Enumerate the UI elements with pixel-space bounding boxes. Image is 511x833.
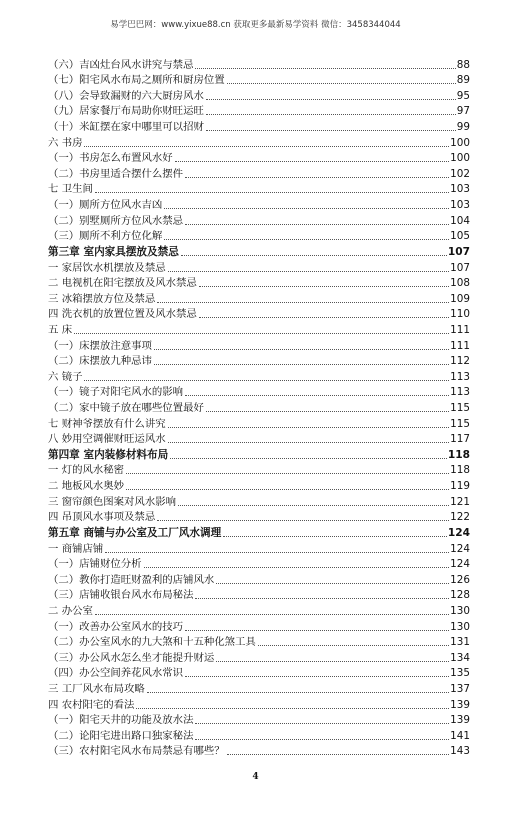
toc-entry-title: 七 卫生间 [48,183,93,196]
toc-entry-page: 104 [450,214,470,227]
toc-entry-title: 四 农村阳宅的看法 [48,698,135,711]
toc-entry [48,462,470,478]
toc-entry [48,556,470,572]
toc-entry [48,712,470,728]
dot-leader [195,723,449,724]
toc-entry [48,56,470,72]
toc-entry-title: （一）书房怎么布置风水好 [48,152,173,165]
toc-entry-title: 七 财神爷摆放有什么讲究 [48,417,166,430]
toc-entry-page: 103 [450,199,470,212]
dot-leader [168,427,450,428]
toc-entry [48,493,470,509]
dot-leader [199,286,449,287]
toc-entry-page: 119 [450,480,470,493]
toc-entry-page: 113 [450,386,470,399]
toc-entry-title: （二）床摆放九种忌讳 [48,355,152,368]
toc-entry-title: （三）厕所不利方位化解 [48,230,163,243]
toc-entry-page: 95 [456,89,470,102]
toc-entry-title: （七）阳宅风水布局之厕所和厨房位置 [48,74,225,87]
toc-entry-page: 89 [456,74,470,87]
toc-chapter-entry [48,243,470,259]
toc-entry [48,680,470,696]
dot-leader [147,692,449,693]
toc-entry-title: 五 床 [48,323,73,336]
toc-entry [48,399,470,415]
dot-leader [216,661,449,662]
page-header: 易学巴巴网：www.yixue88.cn 获取更多最新易学资料 微信：3458344044 [110,20,401,30]
toc-entry-title: 四 洗衣机的放置位置及风水禁忌 [48,308,197,321]
dot-leader [95,614,449,615]
toc-entry-page: 117 [450,433,470,446]
toc-entry [48,649,470,665]
dot-leader [175,161,449,162]
toc-entry [48,415,470,431]
toc-entry [48,353,470,369]
toc-entry-title: （一）阳宅天井的功能及放水法 [48,714,194,727]
toc-entry-page: 118 [450,464,470,477]
toc-entry [48,103,470,119]
table-of-contents [48,56,470,758]
toc-entry-page: 112 [450,355,470,368]
toc-entry [48,150,470,166]
toc-entry-page: 121 [450,495,470,508]
toc-entry-title: 三 冰箱摆放方位及禁忌 [48,292,156,305]
toc-entry-page: 115 [450,417,470,430]
toc-entry-title: （二）书房里适合摆什么摆件 [48,167,184,180]
toc-chapter-entry [48,524,470,540]
dot-leader [144,567,450,568]
toc-entry-page: 111 [450,323,470,336]
toc-entry [48,118,470,134]
toc-entry [48,384,470,400]
toc-entry-page: 124 [450,542,470,555]
toc-entry-title: 二 地板风水奥妙 [48,480,125,493]
toc-entry-page: 108 [450,277,470,290]
toc-entry [48,165,470,181]
toc-entry-page: 143 [450,745,470,758]
toc-entry [48,337,470,353]
toc-entry [48,602,470,618]
toc-entry-page: 141 [450,729,470,742]
dot-leader [95,192,449,193]
toc-entry-title: 六 镜子 [48,370,83,383]
dot-leader [168,271,450,272]
toc-entry-page: 131 [450,636,470,649]
dot-leader [74,333,449,334]
toc-entry-title: 二 电视机在阳宅摆放及风水禁忌 [48,277,197,290]
toc-entry-page: 113 [450,370,470,383]
toc-entry [48,72,470,88]
dot-leader [136,708,449,709]
toc-entry [48,228,470,244]
toc-entry [48,509,470,525]
dot-leader [185,177,449,178]
dot-leader [157,520,449,521]
toc-entry-title: 六 书房 [48,136,83,149]
toc-entry-title: 四 吊顶风水事项及禁忌 [48,511,156,524]
toc-entry-page: 109 [450,292,470,305]
toc-entry-page: 115 [450,402,470,415]
toc-entry-page: 126 [450,573,470,586]
toc-entry [48,290,470,306]
toc-entry-page: 128 [450,589,470,602]
toc-entry [48,134,470,150]
toc-entry-page: 118 [447,448,470,461]
dot-leader [227,754,450,755]
dot-leader [84,146,449,147]
toc-entry-title: （一）镜子对阳宅风水的影响 [48,386,184,399]
toc-entry [48,727,470,743]
toc-entry-title: 三 窗帘颜色图案对风水影响 [48,495,176,508]
toc-entry [48,477,470,493]
page-number: 4 [252,772,259,782]
dot-leader [84,380,449,381]
toc-entry-title: 一 灯的风水秘密 [48,464,125,477]
dot-leader [154,364,449,365]
dot-leader [206,114,456,115]
toc-entry-title: 第五章 商铺与办公室及工厂风水调理 [48,526,222,539]
toc-entry-page: 111 [450,339,470,352]
dot-leader [185,676,449,677]
dot-leader [126,473,449,474]
dot-leader [206,411,449,412]
toc-entry-title: （三）店铺收银台风水布局秘法 [48,589,194,602]
toc-entry-page: 110 [450,308,470,321]
toc-entry [48,212,470,228]
dot-leader [185,395,449,396]
toc-entry-page: 139 [450,698,470,711]
dot-leader [181,255,447,256]
dot-leader [195,598,449,599]
toc-entry-page: 100 [450,136,470,149]
toc-entry [48,587,470,603]
dot-leader [185,630,449,631]
toc-entry-title: （一）改善办公室风水的技巧 [48,620,184,633]
toc-entry-page: 107 [450,261,470,274]
toc-entry-page: 103 [450,183,470,196]
toc-entry-page: 130 [450,620,470,633]
toc-chapter-entry [48,446,470,462]
toc-entry-page: 122 [450,511,470,524]
toc-entry [48,696,470,712]
toc-entry [48,618,470,634]
dot-leader [154,349,449,350]
toc-entry [48,665,470,681]
toc-entry-title: （三）办公风水怎么坐才能提升财运 [48,651,215,664]
toc-entry-title: （四）办公空间养花风水常识 [48,667,184,680]
toc-entry-title: （一）店铺财位分析 [48,558,142,571]
toc-entry-title: （一）厕所方位风水吉凶 [48,199,163,212]
toc-entry-title: （二）办公室风水的九大煞和十五种化煞工具 [48,636,256,649]
toc-entry-title: 三 工厂风水布局攻略 [48,682,145,695]
toc-entry-page: 124 [447,526,470,539]
toc-entry-title: （十）米缸摆在家中哪里可以招财 [48,121,204,134]
toc-entry [48,87,470,103]
toc-entry [48,306,470,322]
toc-entry-page: 130 [450,604,470,617]
toc-entry [48,431,470,447]
dot-leader [258,645,449,646]
toc-entry [48,571,470,587]
toc-entry-title: （六）吉凶灶台风水讲究与禁忌 [48,58,194,71]
toc-entry-title: （二）别墅厕所方位风水禁忌 [48,214,184,227]
toc-entry [48,196,470,212]
dot-leader [216,583,449,584]
toc-entry [48,259,470,275]
toc-entry-title: （二）教你打造旺财盈利的店铺风水 [48,573,215,586]
dot-leader [126,489,449,490]
dot-leader [178,505,449,506]
toc-entry-title: 第三章 室内家具摆放及禁忌 [48,245,179,258]
dot-leader [195,739,449,740]
toc-entry-title: （二）家中镜子放在哪些位置最好 [48,402,204,415]
toc-entry-page: 137 [450,682,470,695]
dot-leader [157,302,449,303]
toc-entry-page: 102 [450,167,470,180]
dot-leader [223,536,447,537]
toc-entry-title: 八 妙用空调催财旺运风水 [48,433,166,446]
toc-entry-page: 124 [450,558,470,571]
toc-entry-page: 139 [450,714,470,727]
toc-entry-page: 107 [447,245,470,258]
toc-entry [48,634,470,650]
toc-entry-title: （八）会导致漏财的六大厨房风水 [48,89,204,102]
toc-entry-title: （二）论阳宅进出路口独家秘法 [48,729,194,742]
toc-entry [48,368,470,384]
toc-entry [48,321,470,337]
dot-leader [185,224,449,225]
toc-entry-title: （九）居家餐厅布局助你财旺运旺 [48,105,204,118]
toc-entry-title: 一 家居饮水机摆放及禁忌 [48,261,166,274]
toc-entry-title: 二 办公室 [48,604,93,617]
toc-entry-page: 105 [450,230,470,243]
toc-entry [48,181,470,197]
dot-leader [195,68,455,69]
dot-leader [206,99,456,100]
toc-entry-title: （一）床摆放注意事项 [48,339,152,352]
dot-leader [168,442,450,443]
dot-leader [170,458,447,459]
toc-entry-title: 第四章 室内装修材料布局 [48,448,169,461]
toc-entry [48,540,470,556]
dot-leader [164,208,449,209]
toc-entry-page: 135 [450,667,470,680]
toc-entry-title: （三）农村阳宅风水布局禁忌有哪些？ [48,745,225,758]
toc-entry [48,743,470,759]
dot-leader [105,552,449,553]
dot-leader [227,83,456,84]
toc-entry-page: 88 [456,58,470,71]
toc-entry-title: 一 商铺店铺 [48,542,104,555]
toc-entry-page: 97 [456,105,470,118]
toc-entry [48,275,470,291]
dot-leader [199,317,449,318]
toc-entry-page: 100 [450,152,470,165]
dot-leader [206,130,456,131]
toc-entry-page: 99 [456,121,470,134]
toc-entry-page: 134 [450,651,470,664]
dot-leader [164,239,449,240]
